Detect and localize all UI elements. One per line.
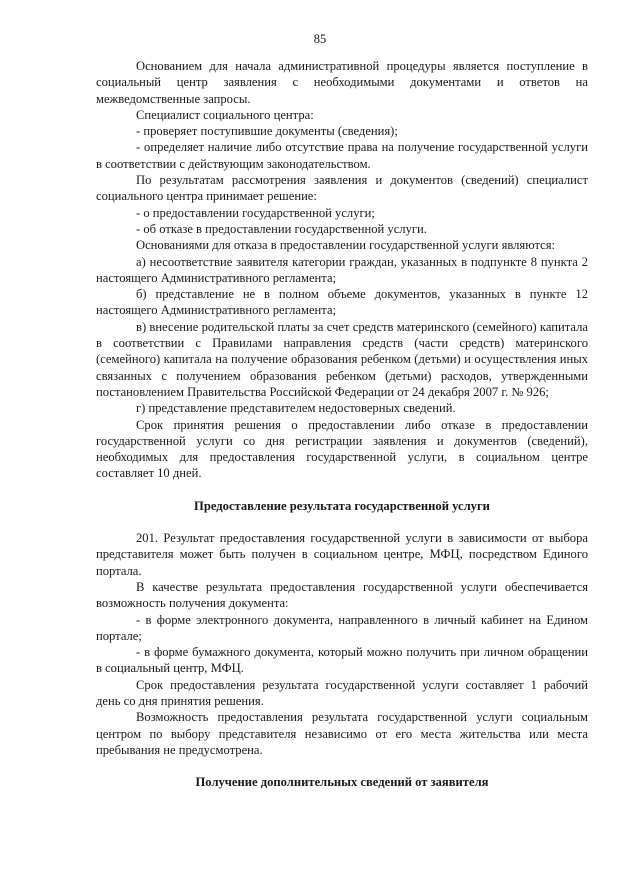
section-heading: Предоставление результата государственной услуги xyxy=(194,498,490,513)
paragraph: Срок принятия решения о предоставлении либо отказе в предоставлении государственной услуги со дня регистрации заявления и документов (сведений), необходимых для предоставления государственной услуги, в социальном центре составляет 10 дней. xyxy=(96,417,588,481)
list-item: г) представление представителем недостоверных сведений. xyxy=(136,401,456,416)
document-body xyxy=(96,58,588,790)
paragraph: Основаниями для отказа в предоставлении государственной услуги являются: xyxy=(136,238,556,253)
list-item: б) представление не в полном объеме документов, указанных в пункте 12 настоящего Административного регламента; xyxy=(96,287,588,318)
list-item: - в форме электронного документа, направленного в личный кабинет на Едином портале; xyxy=(96,612,588,643)
list-item: в) внесение родительской платы за счет средств материнского (семейного) капитала в соответствии с Правилами направления средств (части средств) материнского (семейного) капитала на получение образования ребенком (детьми) и осуществления иных связанных с получением образования ребенком (детьми) расходов, утвержденными постановлением Правительства Российской Федерации от 24 декабря 2007 г. № 926; xyxy=(96,319,588,399)
list-item: - в форме бумажного документа, который можно получить при личном обращении в социальный центр, МФЦ. xyxy=(96,645,588,676)
list-item: - проверяет поступившие документы (сведения); xyxy=(136,124,398,139)
list-item: - о предоставлении государственной услуги; xyxy=(136,205,375,220)
paragraph: По результатам рассмотрения заявления и документов (сведений) специалист социального центра принимает решение: xyxy=(96,173,588,204)
list-item: а) несоответствие заявителя категории граждан, указанных в подпункте 8 пункта 2 настоящего Административного регламента; xyxy=(96,254,588,285)
paragraph: Основанием для начала административной процедуры является поступление в социальный центр заявления с необходимыми документами и ответов на межведомственные запросы. xyxy=(96,59,588,106)
paragraph: 201. Результат предоставления государственной услуги в зависимости от выбора представителя может быть получен в социальном центре, МФЦ, посредством Единого портала. xyxy=(96,531,588,578)
list-item: - об отказе в предоставлении государственной услуги. xyxy=(136,221,427,236)
page-number: 85 xyxy=(313,32,327,46)
list-item: - определяет наличие либо отсутствие права на получение государственной услуги в соответствии с действующим законодательством. xyxy=(96,140,588,171)
paragraph: Возможность предоставления результата государственной услуги социальным центром по выбору представителя независимо от его места жительства или места пребывания не предусмотрена. xyxy=(96,710,588,757)
paragraph: В качестве результата предоставления государственной услуги обеспечивается возможность получения документа: xyxy=(96,579,588,611)
paragraph: Специалист социального центра: xyxy=(136,107,314,122)
paragraph: Срок предоставления результата государственной услуги составляет 1 рабочий день со дня принятия решения. xyxy=(96,677,588,708)
section-heading: Получение дополнительных сведений от заявителя xyxy=(195,775,489,790)
